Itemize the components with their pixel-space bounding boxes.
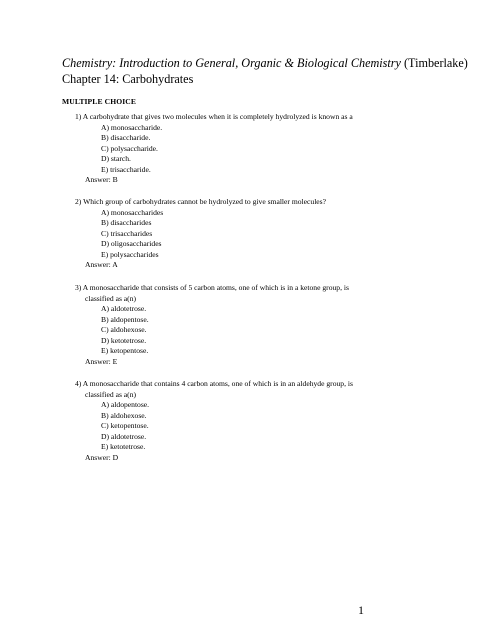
question-stem: 1) A carbohydrate that gives two molecules when it is completely hydrolyzed is known as a [75,112,353,121]
option-b: B) disaccharide. [101,133,151,143]
option-a: A) aldotetrose. [101,304,147,313]
option-e: E) ketotetrose. [101,442,146,452]
option-b: B) aldopentose. [101,314,149,324]
question-stem-continued: classified as a(n) [85,293,137,303]
option-list [75,304,465,357]
answer-line: Answer: A [85,260,118,270]
book-author: (Timberlake) [404,56,468,70]
question-stem: 2) Which group of carbohydrates cannot be hydrolyzed to give smaller molecules? [75,197,327,206]
option-list [75,123,465,176]
book-title-line [62,55,468,71]
question-2 [75,197,465,271]
option-d: D) ketotetrose. [101,335,147,345]
option-b: B) aldohexose. [101,410,147,420]
question-1 [75,112,465,186]
question-stem: 3) A monosaccharide that consists of 5 carbon atoms, one of which is in a ketone group, is [75,283,349,292]
option-c: C) polysaccharide. [101,143,158,153]
book-title: Chemistry: Introduction to General, Organic & Biological Chemistry [62,56,401,70]
option-a: A) aldopentose. [101,400,150,409]
option-c: C) aldohexose. [101,325,147,335]
option-list [75,208,465,261]
answer-line: Answer: D [85,452,119,462]
answer-line: Answer: B [85,175,118,185]
question-3 [75,283,465,367]
option-d: D) aldotetrose. [101,431,147,441]
option-a: A) monosaccharides [101,207,164,217]
question-4 [75,379,465,463]
option-d: D) starch. [101,154,131,164]
answer-line: Answer: E [85,356,118,366]
option-e: E) trisaccharide. [101,164,151,174]
option-c: C) ketopentose. [101,421,149,431]
option-list [75,400,465,453]
option-b: B) disaccharides [101,218,152,228]
chapter-heading: Chapter 14: Carbohydrates [62,72,194,86]
option-d: D) oligosaccharides [101,239,162,249]
option-e: E) polysaccharides [101,249,159,259]
page-number: 1 [358,603,364,617]
section-heading: MULTIPLE CHOICE [62,97,137,106]
option-e: E) ketopentose. [101,346,149,356]
question-stem: 4) A monosaccharide that contains 4 carbon atoms, one of which is in an aldehyde group, is [75,379,353,388]
option-a: A) monosaccharide. [101,122,163,132]
option-c: C) trisaccharides [101,228,153,238]
question-stem-continued: classified as a(n) [85,389,137,399]
